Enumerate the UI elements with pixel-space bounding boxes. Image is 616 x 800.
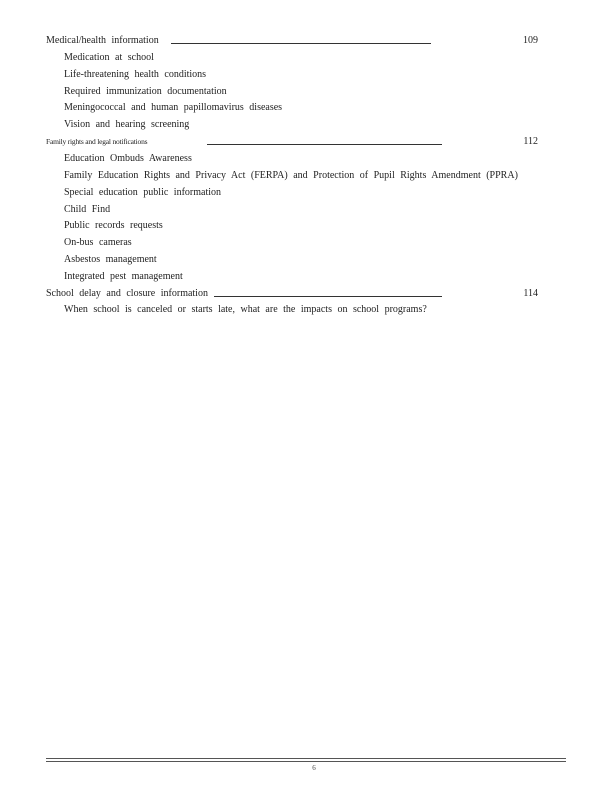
toc-page-number: 114 <box>523 288 538 299</box>
toc-heading-school-delay[interactable] <box>46 287 538 301</box>
leader-rule <box>207 144 442 145</box>
toc-heading-family-rights[interactable] <box>46 135 538 149</box>
toc-item[interactable]: Vision and hearing screening <box>64 119 190 130</box>
toc-heading-medical-health[interactable] <box>46 34 538 48</box>
toc-item[interactable]: Public records requests <box>64 220 163 231</box>
toc-item[interactable]: On-bus cameras <box>64 237 132 248</box>
toc-item[interactable]: Meningococcal and human papillomavirus diseases <box>64 102 283 113</box>
toc-heading-title: School delay and closure information <box>46 288 208 299</box>
footer-divider <box>46 758 566 759</box>
toc-item[interactable]: Child Find <box>64 204 111 215</box>
page-number: 6 <box>312 764 316 772</box>
toc-item[interactable]: Education Ombuds Awareness <box>64 153 192 164</box>
toc-item[interactable]: Special education public information <box>64 187 222 198</box>
toc-item[interactable]: Family Education Rights and Privacy Act (FERPA) and Protection of Pupil Rights Amendment (PPRA) <box>64 170 518 181</box>
toc-item[interactable]: Required immunization documentation <box>64 86 227 97</box>
toc-item[interactable]: Life-threatening health conditions <box>64 69 207 80</box>
toc-heading-title: Medical/health information <box>46 35 159 46</box>
toc-page-number: 109 <box>523 35 538 46</box>
footer-divider <box>46 761 566 762</box>
toc-item[interactable]: Asbestos management <box>64 254 157 265</box>
toc-item[interactable]: Medication at school <box>64 52 154 63</box>
leader-rule <box>171 43 431 44</box>
toc-heading-title: Family rights and legal notifications <box>46 137 148 146</box>
toc-page-number: 112 <box>523 136 538 147</box>
leader-rule <box>214 296 442 297</box>
toc-item[interactable]: Integrated pest management <box>64 271 183 282</box>
toc-item[interactable]: When school is canceled or starts late, what are the impacts on school programs? <box>64 304 427 315</box>
